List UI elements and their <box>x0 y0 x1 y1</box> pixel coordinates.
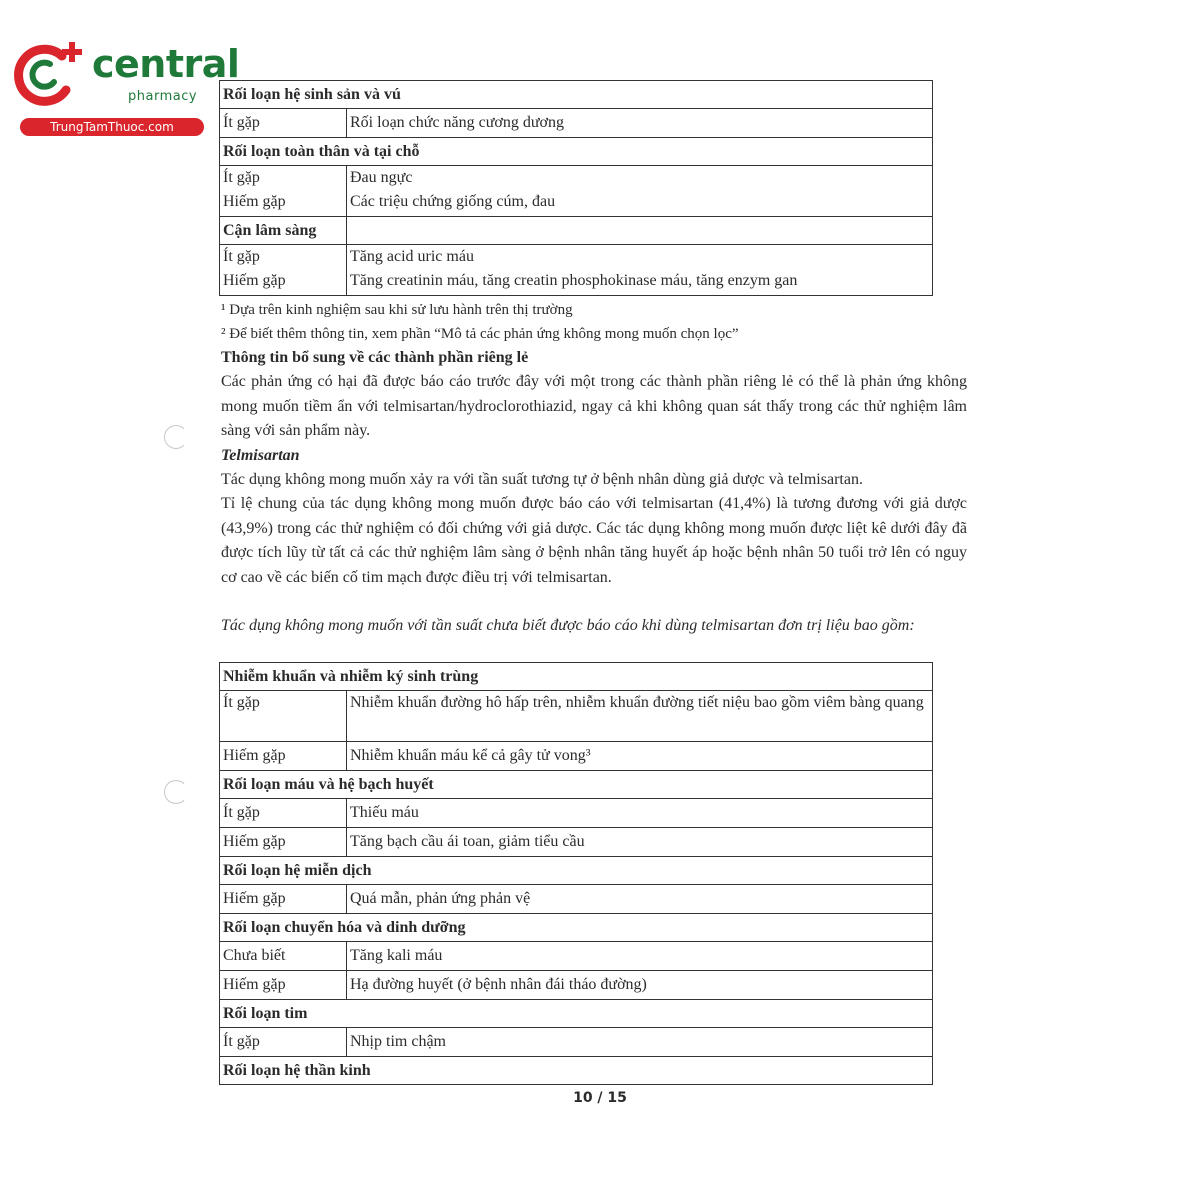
logo-subtitle: pharmacy <box>128 89 198 104</box>
table-section-row <box>220 663 933 691</box>
frequency-cell: Ít gặp <box>220 109 347 138</box>
adverse-effects-table-top <box>219 80 933 296</box>
adverse-effects-table-telmisartan <box>219 662 933 1085</box>
section-title: Rối loạn tim <box>220 1000 933 1028</box>
effect-cell: Nhiễm khuẩn máu kể cả gây tử vong³ <box>347 742 933 771</box>
table-row <box>220 1028 933 1057</box>
section-title: Nhiễm khuẩn và nhiễm ký sinh trùng <box>220 663 933 691</box>
effect-line: Tăng creatinin máu, tăng creatin phosphokinase máu, tăng enzym gan <box>350 272 798 289</box>
logo-name: central <box>92 42 240 86</box>
frequency-line: Hiếm gặp <box>223 193 286 210</box>
paragraph: Tác dụng không mong muốn với tần suất chưa biết được báo cáo khi dùng telmisartan đơn trị liệu bao gồm: <box>221 617 915 634</box>
table-row <box>220 799 933 828</box>
table-row <box>220 245 933 296</box>
table-section-row <box>220 1000 933 1028</box>
effect-cell: Tăng bạch cầu ái toan, giảm tiểu cầu <box>347 828 933 857</box>
table-row <box>220 166 933 217</box>
effect-cell: Rối loạn chức năng cương dương <box>347 109 933 138</box>
paragraph: Tác dụng không mong muốn xảy ra với tần suất tương tự ở bệnh nhân dùng giả dược và telmisartan. <box>221 471 863 488</box>
paragraph: Tỉ lệ chung của tác dụng không mong muốn được báo cáo với telmisartan (41,4%) là tương đương với giả dược (43,9%) trong các thử nghiệm có đối chứng với giả dược. Các tác dụng không mong muốn được liệt kê dưới đây đã được tích lũy từ tất cả các thử nghiệm lâm sàng ở bệnh nhân tăng huyết áp hoặc bệnh nhân 50 tuổi trở lên có nguy cơ cao về các biến cố tim mạch được điều trị với telmisartan. <box>221 495 967 586</box>
punch-hole-mark <box>164 425 188 449</box>
effect-cell: Quá mẫn, phản ứng phản vệ <box>347 885 933 914</box>
section-title: Rối loạn hệ thần kinh <box>220 1057 933 1085</box>
section-heading-telmisartan: Telmisartan <box>221 447 300 464</box>
effect-line: Đau ngực <box>350 169 413 186</box>
table-row <box>220 742 933 771</box>
table-row <box>220 828 933 857</box>
table-row <box>220 691 933 742</box>
section-title: Rối loạn hệ sinh sản và vú <box>220 81 933 109</box>
frequency-line: Ít gặp <box>223 169 260 186</box>
effect-cell: Tăng kali máu <box>347 942 933 971</box>
table-section-row <box>220 1057 933 1085</box>
frequency-cell: Ít gặp <box>220 1028 347 1057</box>
table-section-row <box>220 217 933 245</box>
section-title: Rối loạn chuyển hóa và dinh dưỡng <box>220 914 933 942</box>
logo-mark-icon <box>10 38 90 108</box>
table-section-row <box>220 771 933 799</box>
frequency-cell: Hiếm gặp <box>220 885 347 914</box>
table-section-row <box>220 81 933 109</box>
footnote-1: ¹ Dựa trên kinh nghiệm sau khi sử lưu hành trên thị trường <box>221 302 573 318</box>
frequency-line: Ít gặp <box>223 248 260 265</box>
effect-cell: Thiếu máu <box>347 799 933 828</box>
frequency-cell: Hiếm gặp <box>220 828 347 857</box>
effect-cell: Nhiễm khuẩn đường hô hấp trên, nhiễm khuẩn đường tiết niệu bao gồm viêm bàng quang <box>347 691 933 742</box>
table-section-row <box>220 914 933 942</box>
effect-line: Các triệu chứng giống cúm, đau <box>350 193 556 210</box>
logo-website: TrungTamThuoc.com <box>20 118 204 136</box>
table-section-row <box>220 857 933 885</box>
table-row <box>220 109 933 138</box>
effect-cell: Nhịp tim chậm <box>347 1028 933 1057</box>
frequency-cell: Ít gặp <box>220 691 347 742</box>
table-row <box>220 885 933 914</box>
footnote-2: ² Để biết thêm thông tin, xem phần “Mô tả các phản ứng không mong muốn chọn lọc” <box>221 326 739 342</box>
central-pharmacy-logo <box>10 38 240 138</box>
frequency-cell <box>220 166 347 217</box>
section-title: Rối loạn hệ miễn dịch <box>220 857 933 885</box>
frequency-cell <box>220 245 347 296</box>
frequency-cell: Ít gặp <box>220 799 347 828</box>
effect-line: Tăng acid uric máu <box>350 248 474 265</box>
section-title: Rối loạn máu và hệ bạch huyết <box>220 771 933 799</box>
effect-cell: Hạ đường huyết (ở bệnh nhân đái tháo đường) <box>347 971 933 1000</box>
table-row <box>220 942 933 971</box>
frequency-cell: Hiếm gặp <box>220 971 347 1000</box>
section-title: Cận lâm sàng <box>220 217 347 245</box>
paragraph: Các phản ứng có hại đã được báo cáo trước đây với một trong các thành phần riêng lẻ có thể là phản ứng không mong muốn tiềm ẩn với telmisartan/hydroclorothiazid, ngay cả khi không quan sát thấy trong các thử nghiệm lâm sàng với sản phẩm này. <box>221 373 967 439</box>
frequency-cell: Hiếm gặp <box>220 742 347 771</box>
empty-cell <box>347 217 933 245</box>
effect-cell <box>347 245 933 296</box>
section-heading: Thông tin bổ sung về các thành phần riêng lẻ <box>221 349 529 366</box>
frequency-cell: Chưa biết <box>220 942 347 971</box>
page-number: 10 / 15 <box>573 1090 627 1106</box>
frequency-line: Hiếm gặp <box>223 272 286 289</box>
punch-hole-mark <box>164 780 188 804</box>
table-row <box>220 971 933 1000</box>
section-title: Rối loạn toàn thân và tại chỗ <box>220 138 933 166</box>
table-section-row <box>220 138 933 166</box>
effect-cell <box>347 166 933 217</box>
